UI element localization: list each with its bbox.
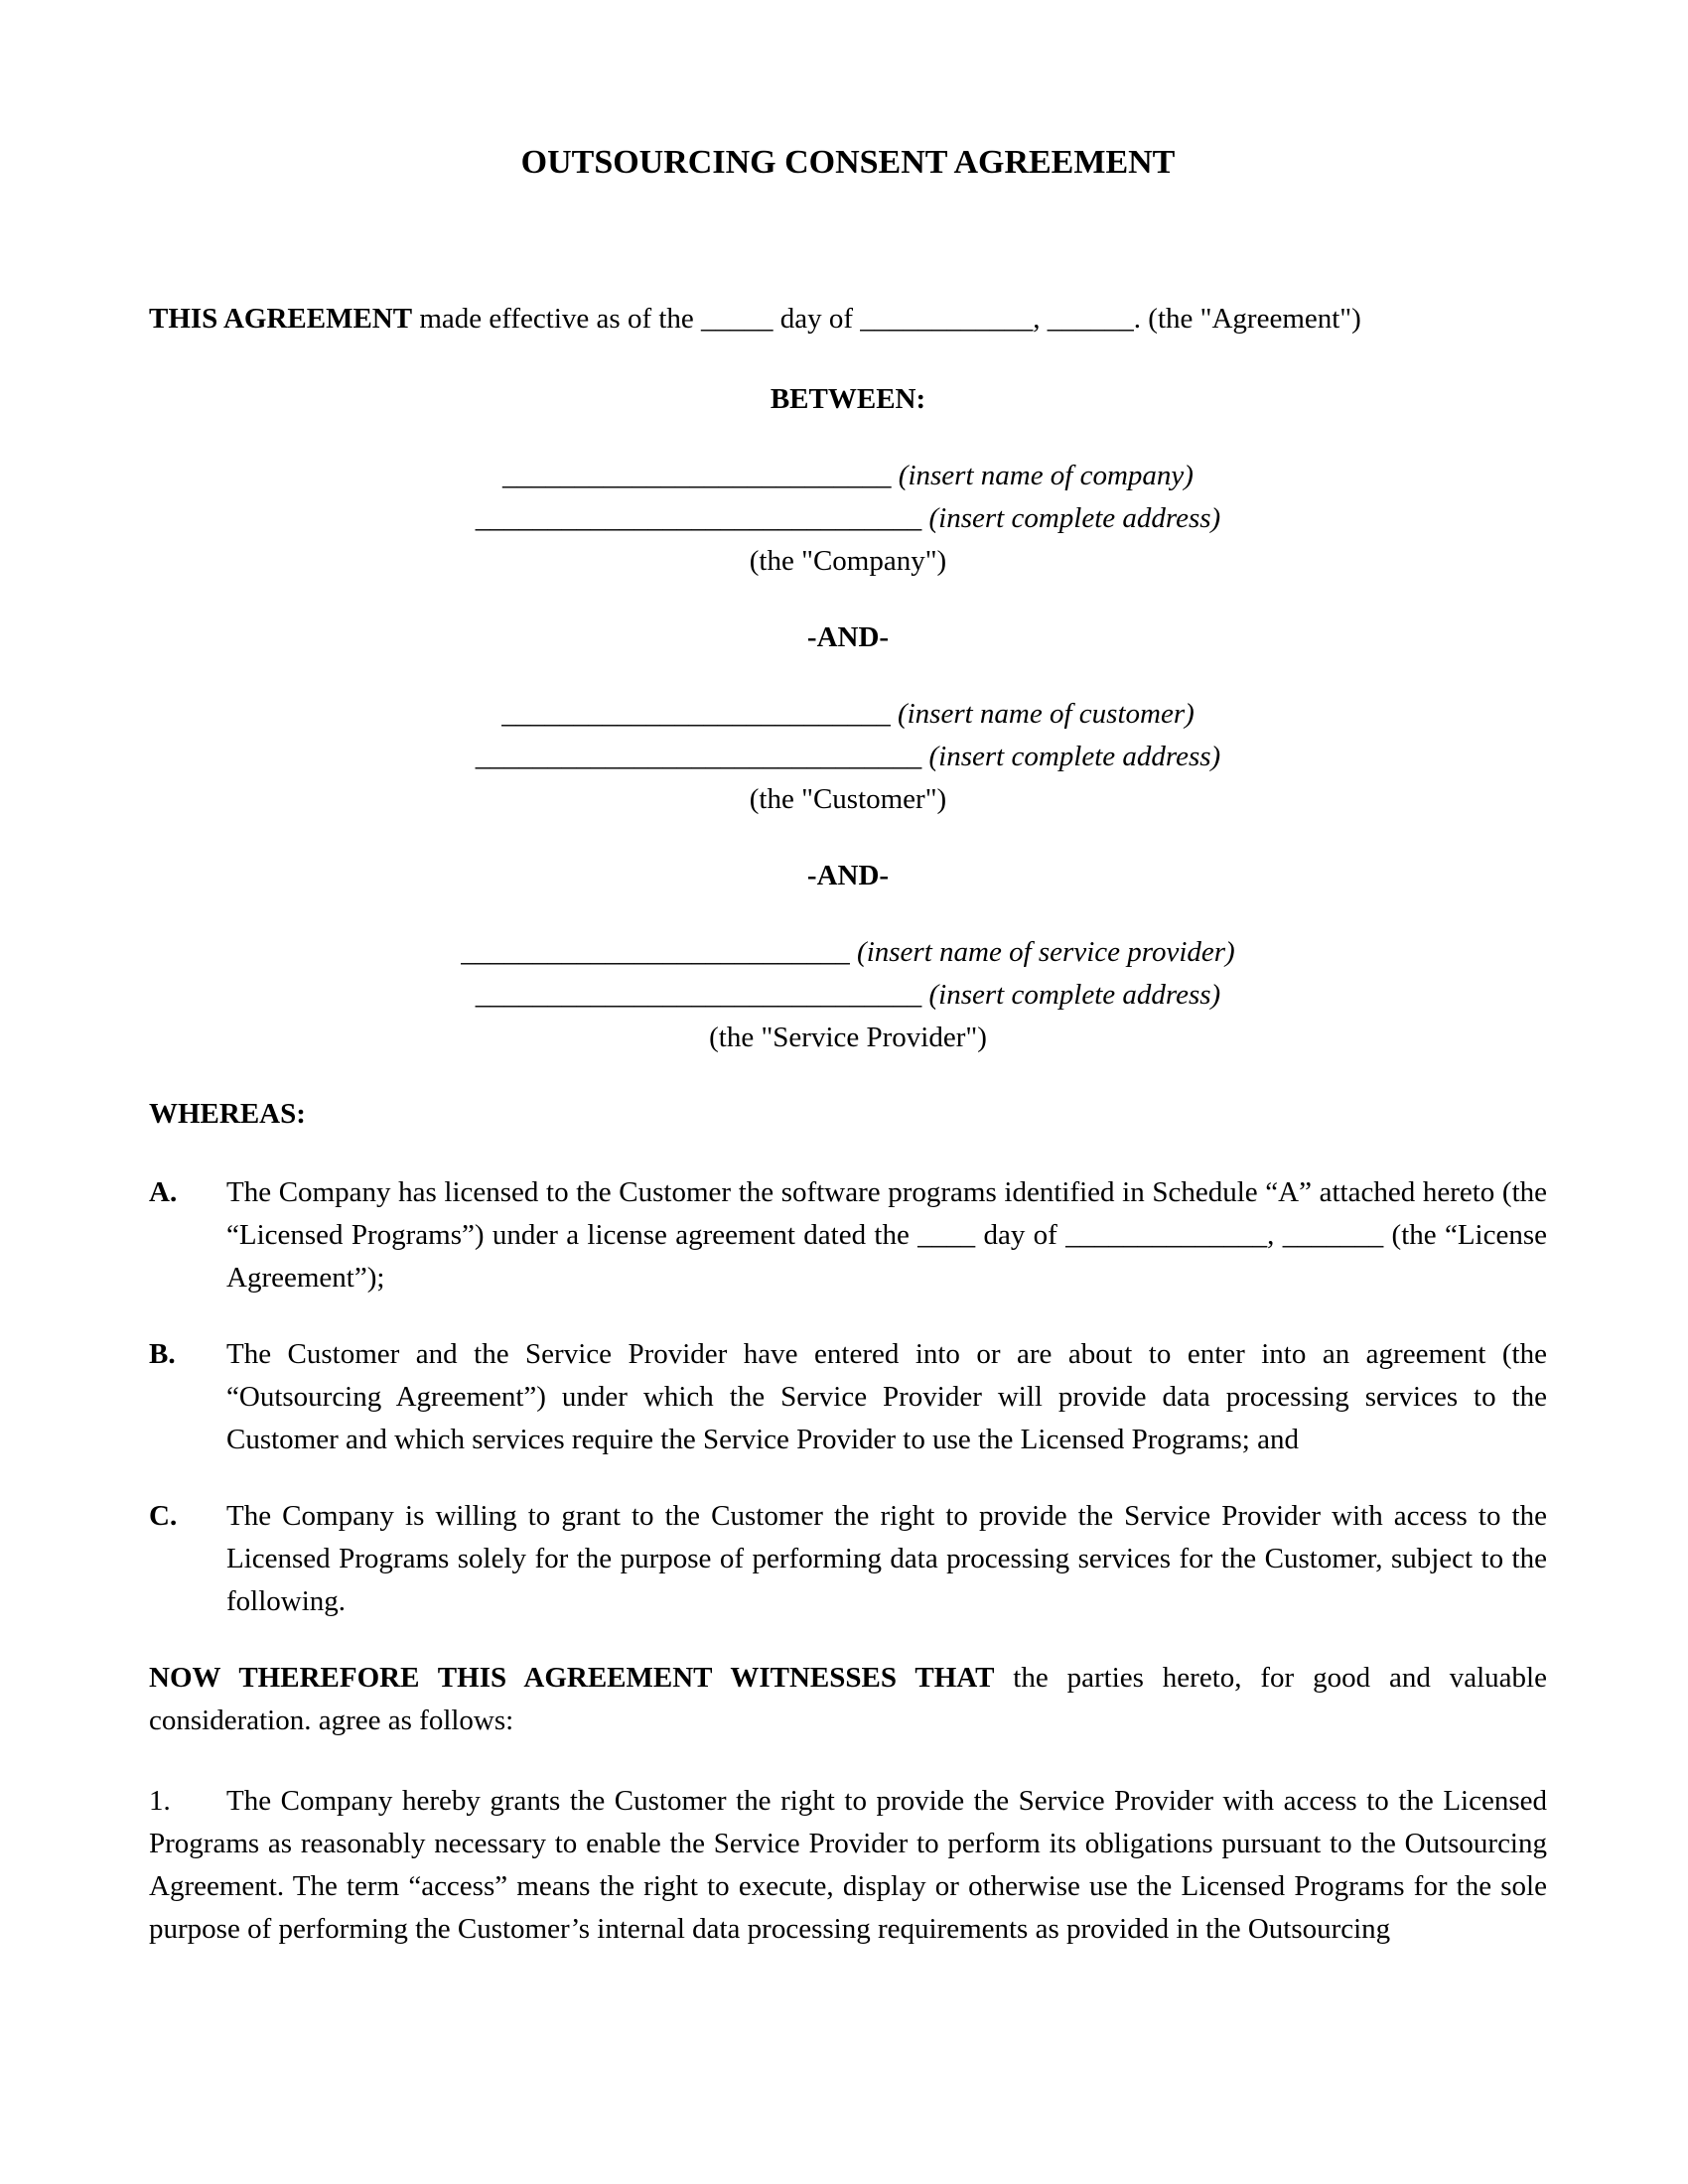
- customer-address-blank: _______________________________: [475, 741, 922, 772]
- customer-address-insert-label: (insert complete address): [928, 741, 1221, 772]
- clause-1: [149, 1780, 1547, 1951]
- party-company-block: [149, 455, 1547, 583]
- service-provider-address-line: [149, 974, 1547, 1017]
- company-name-line: [149, 455, 1547, 497]
- company-address-blank: _______________________________: [475, 502, 922, 534]
- company-designation: (the "Company"): [749, 545, 947, 577]
- opening-text: made effective as of the _____ day of ____________, ______. (the "Agreement"): [412, 303, 1361, 335]
- clause-1-text: The Company hereby grants the Customer the right to provide the Service Provider with access to the Licensed Programs as reasonably necessary to enable the Service Provider to perform its obligations pursuant to the Outsourcing Agreement. The term “access” means the right to execute, display or otherwise use the Licensed Programs for the sole purpose of performing the Customer’s internal data processing requirements as provided in the Outsourcing: [149, 1785, 1547, 1945]
- customer-designation: (the "Customer"): [749, 783, 947, 815]
- recital-c-text: The Company is willing to grant to the Customer the right to provide the Service Provider with access to the Licensed Programs solely for the purpose of performing data processing services for the Customer, subject to the following.: [226, 1500, 1547, 1617]
- recital-c: [149, 1495, 1547, 1623]
- customer-name-line: [149, 693, 1547, 736]
- recital-c-label: C.: [149, 1500, 178, 1532]
- clause-1-number: 1.: [149, 1785, 171, 1817]
- service-provider-name-blank: ___________________________: [461, 936, 850, 968]
- company-name-blank: ___________________________: [502, 460, 892, 491]
- and-separator-2: -AND-: [806, 860, 890, 891]
- recital-b-label: B.: [149, 1338, 176, 1370]
- company-name-insert-label: (insert name of company): [898, 460, 1194, 491]
- recital-a-label: A.: [149, 1176, 178, 1208]
- recital-a-text: The Company has licensed to the Customer the software programs identified in Schedule “A” attached hereto (the “Licensed Programs”) under a license agreement dated the ____ day of ______________, _______ (the “License Agreement”);: [226, 1176, 1547, 1294]
- opening-paragraph: [149, 298, 1547, 341]
- recital-b-text: The Customer and the Service Provider have entered into or are about to enter into an agreement (the “Outsourcing Agreement”) under which the Service Provider will provide data processing services to the Customer and which services require the Service Provider to use the Licensed Programs; and: [226, 1338, 1547, 1455]
- company-address-line: [149, 497, 1547, 540]
- document-title: OUTSOURCING CONSENT AGREEMENT: [520, 144, 1176, 181]
- service-provider-address-insert-label: (insert complete address): [928, 979, 1221, 1011]
- party-customer-block: [149, 693, 1547, 821]
- recital-b: [149, 1333, 1547, 1461]
- customer-name-insert-label: (insert name of customer): [897, 698, 1195, 730]
- opening-bold-text: THIS AGREEMENT: [149, 303, 413, 335]
- customer-name-blank: ___________________________: [501, 698, 891, 730]
- service-provider-name-insert-label: (insert name of service provider): [857, 936, 1235, 968]
- service-provider-address-blank: _______________________________: [475, 979, 922, 1011]
- whereas-heading: WHEREAS:: [149, 1098, 306, 1130]
- therefore-bold-text: NOW THEREFORE THIS AGREEMENT WITNESSES THAT: [149, 1662, 995, 1694]
- between-heading: BETWEEN:: [770, 383, 926, 415]
- recital-a: [149, 1171, 1547, 1299]
- therefore-paragraph: [149, 1657, 1547, 1742]
- party-service-provider-block: [149, 931, 1547, 1059]
- and-separator-1: -AND-: [806, 621, 890, 653]
- therefore-text: the parties hereto, for good and valuable consideration. agree as follows:: [149, 1662, 1547, 1736]
- company-address-insert-label: (insert complete address): [928, 502, 1221, 534]
- service-provider-name-line: [149, 931, 1547, 974]
- service-provider-designation: (the "Service Provider"): [709, 1022, 987, 1053]
- customer-address-line: [149, 736, 1547, 778]
